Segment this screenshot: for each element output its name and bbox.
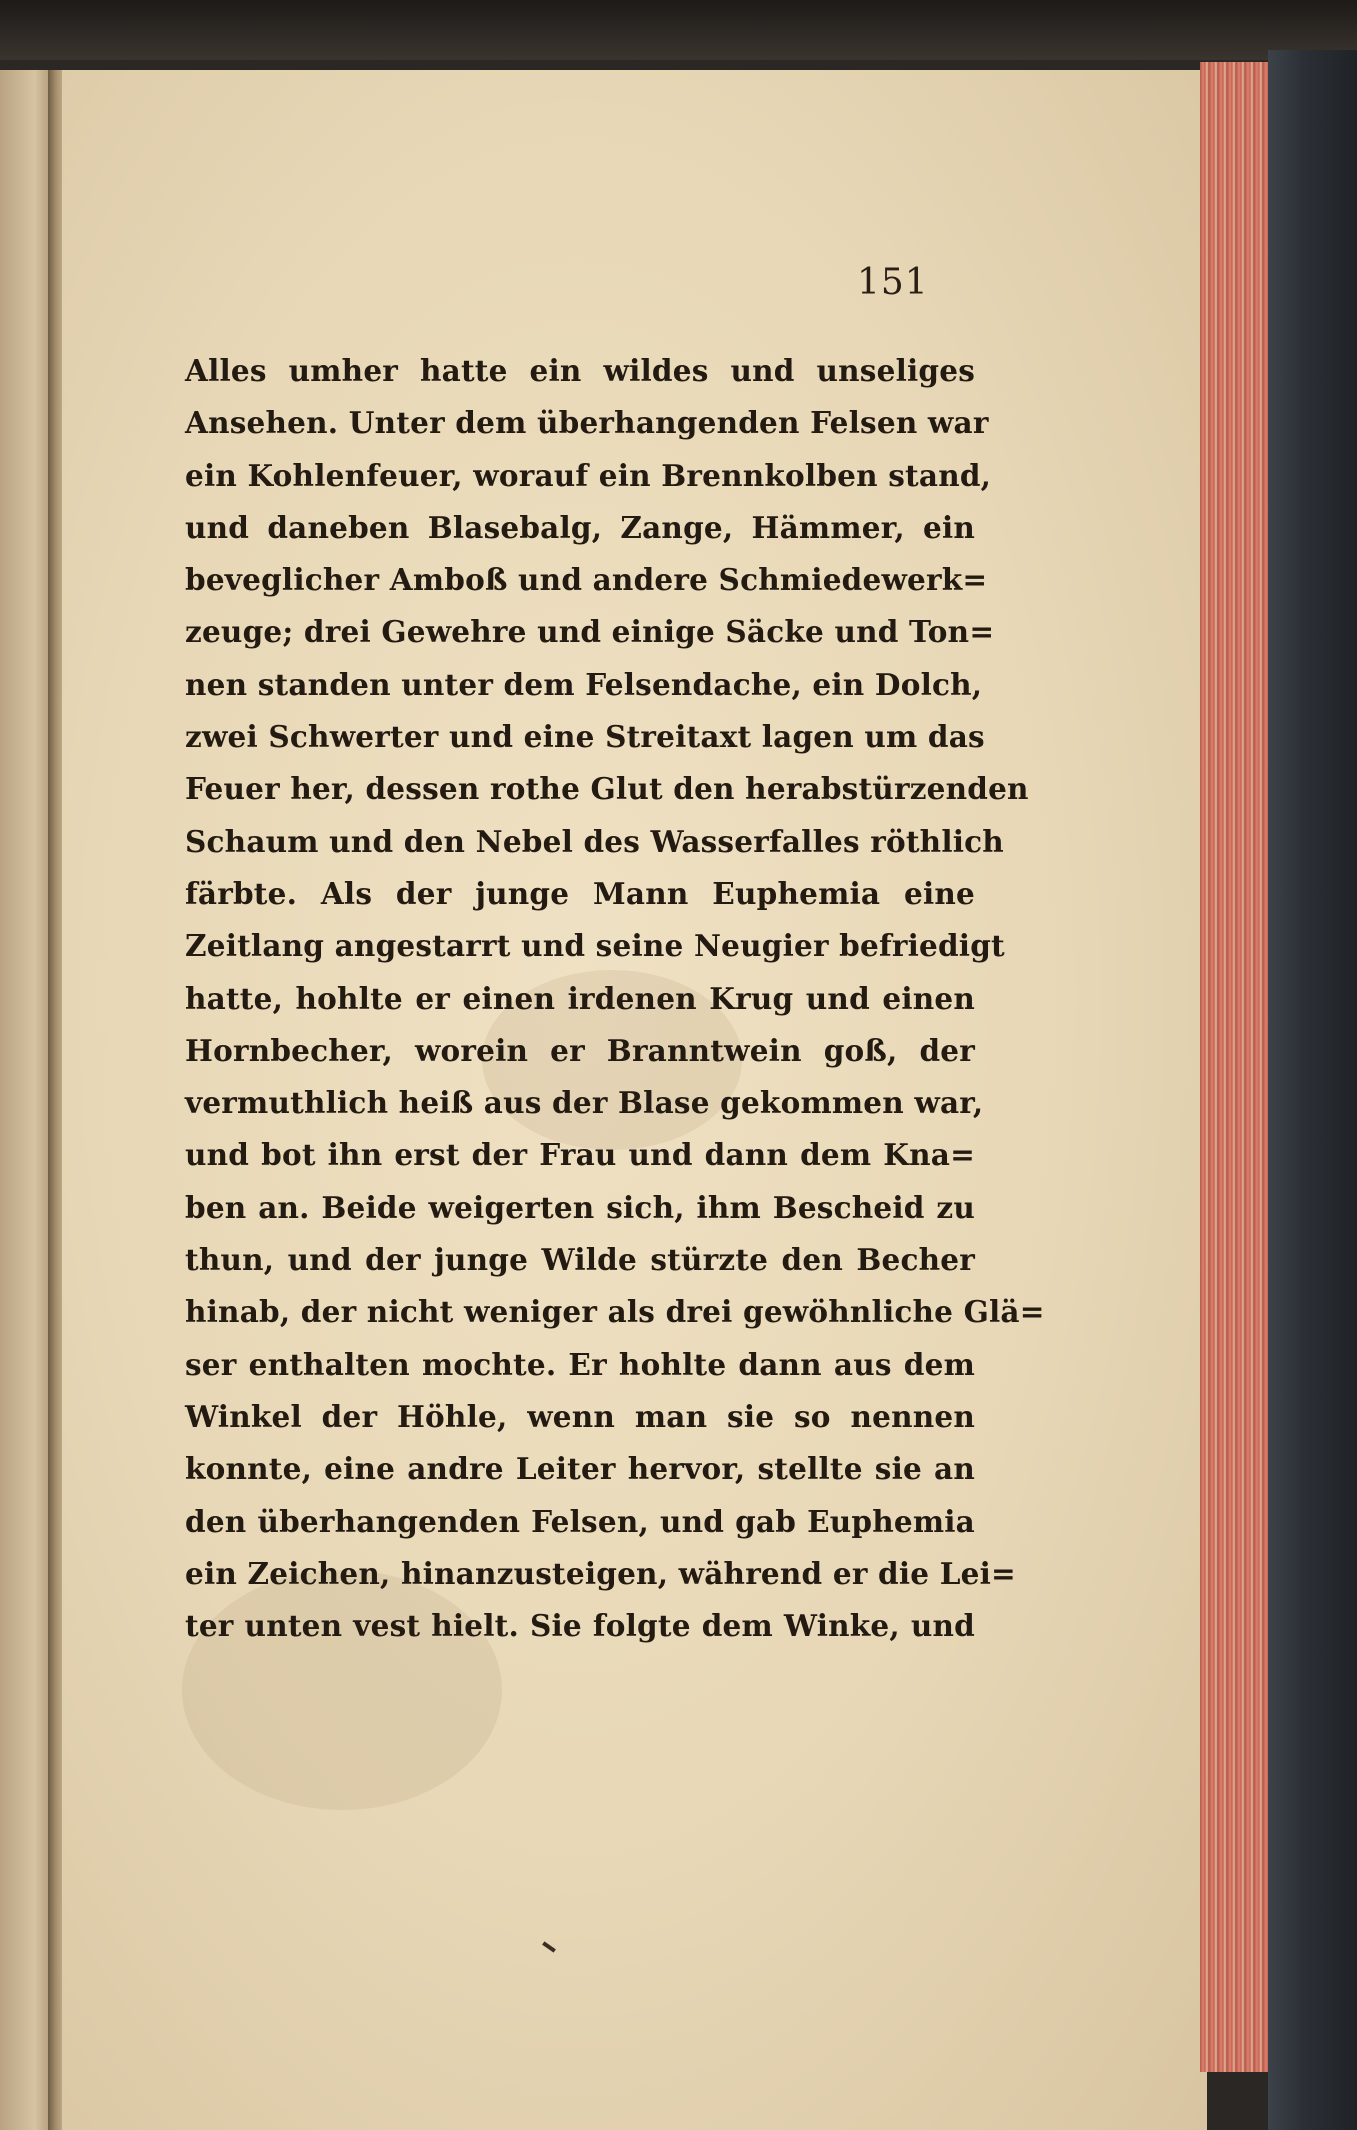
- text-line: hinab, der nicht weniger als drei gewöhnliche Glä=: [185, 1294, 1045, 1330]
- text-line: zeuge; drei Gewehre und einige Säcke und Ton=: [185, 614, 995, 650]
- text-line: ser enthalten mochte. Er hohlte dann aus dem: [185, 1346, 975, 1382]
- text-line: konnte, eine andre Leiter hervor, stellte sie an: [185, 1451, 975, 1487]
- text-line: ben an. Beide weigerten sich, ihm Bescheid zu: [185, 1189, 975, 1225]
- text-line: Hornbecher, worein er Branntwein goß, der: [185, 1032, 975, 1068]
- text-line: färbte. Als der junge Mann Euphemia eine: [185, 875, 975, 911]
- page-edges-red: [1200, 62, 1270, 2072]
- body-text: [185, 345, 1045, 1652]
- text-line: Schaum und den Nebel des Wasserfalles röthlich: [185, 823, 1004, 859]
- text-line: Winkel der Höhle, wenn man sie so nennen: [185, 1398, 975, 1434]
- text-line: zwei Schwerter und eine Streitaxt lagen um das: [185, 719, 985, 755]
- text-line: Feuer her, dessen rothe Glut den herabstürzenden: [185, 771, 1029, 807]
- text-line: und bot ihn erst der Frau und dann dem Kna=: [185, 1137, 975, 1173]
- text-line: Zeitlang angestarrt und seine Neugier befriedigt: [185, 928, 1005, 964]
- text-line: ein Zeichen, hinanzusteigen, während er die Lei=: [185, 1555, 1016, 1591]
- text-line: ter unten vest hielt. Sie folgte dem Winke, und: [185, 1608, 975, 1644]
- text-line: beveglicher Amboß und andere Schmiedewerk=: [185, 562, 988, 598]
- text-line: ein Kohlenfeuer, worauf ein Brennkolben stand,: [185, 457, 992, 493]
- book-cover: [1268, 50, 1357, 2130]
- page-number: 151: [857, 262, 929, 303]
- text-line: Ansehen. Unter dem überhangenden Felsen war: [185, 405, 989, 441]
- scan-background: [0, 0, 1357, 60]
- text-line: vermuthlich heiß aus der Blase gekommen war,: [185, 1085, 984, 1121]
- text-line: nen standen unter dem Felsendache, ein Dolch,: [185, 666, 983, 702]
- text-line: Alles umher hatte ein wildes und unseliges: [185, 353, 975, 388]
- text-line: den überhangenden Felsen, und gab Euphemia: [185, 1503, 975, 1539]
- text-line: hatte, hohlte er einen irdenen Krug und einen: [185, 980, 975, 1016]
- text-line: und daneben Blasebalg, Zange, Hämmer, ein: [185, 509, 975, 545]
- text-line: thun, und der junge Wilde stürzte den Becher: [185, 1242, 975, 1278]
